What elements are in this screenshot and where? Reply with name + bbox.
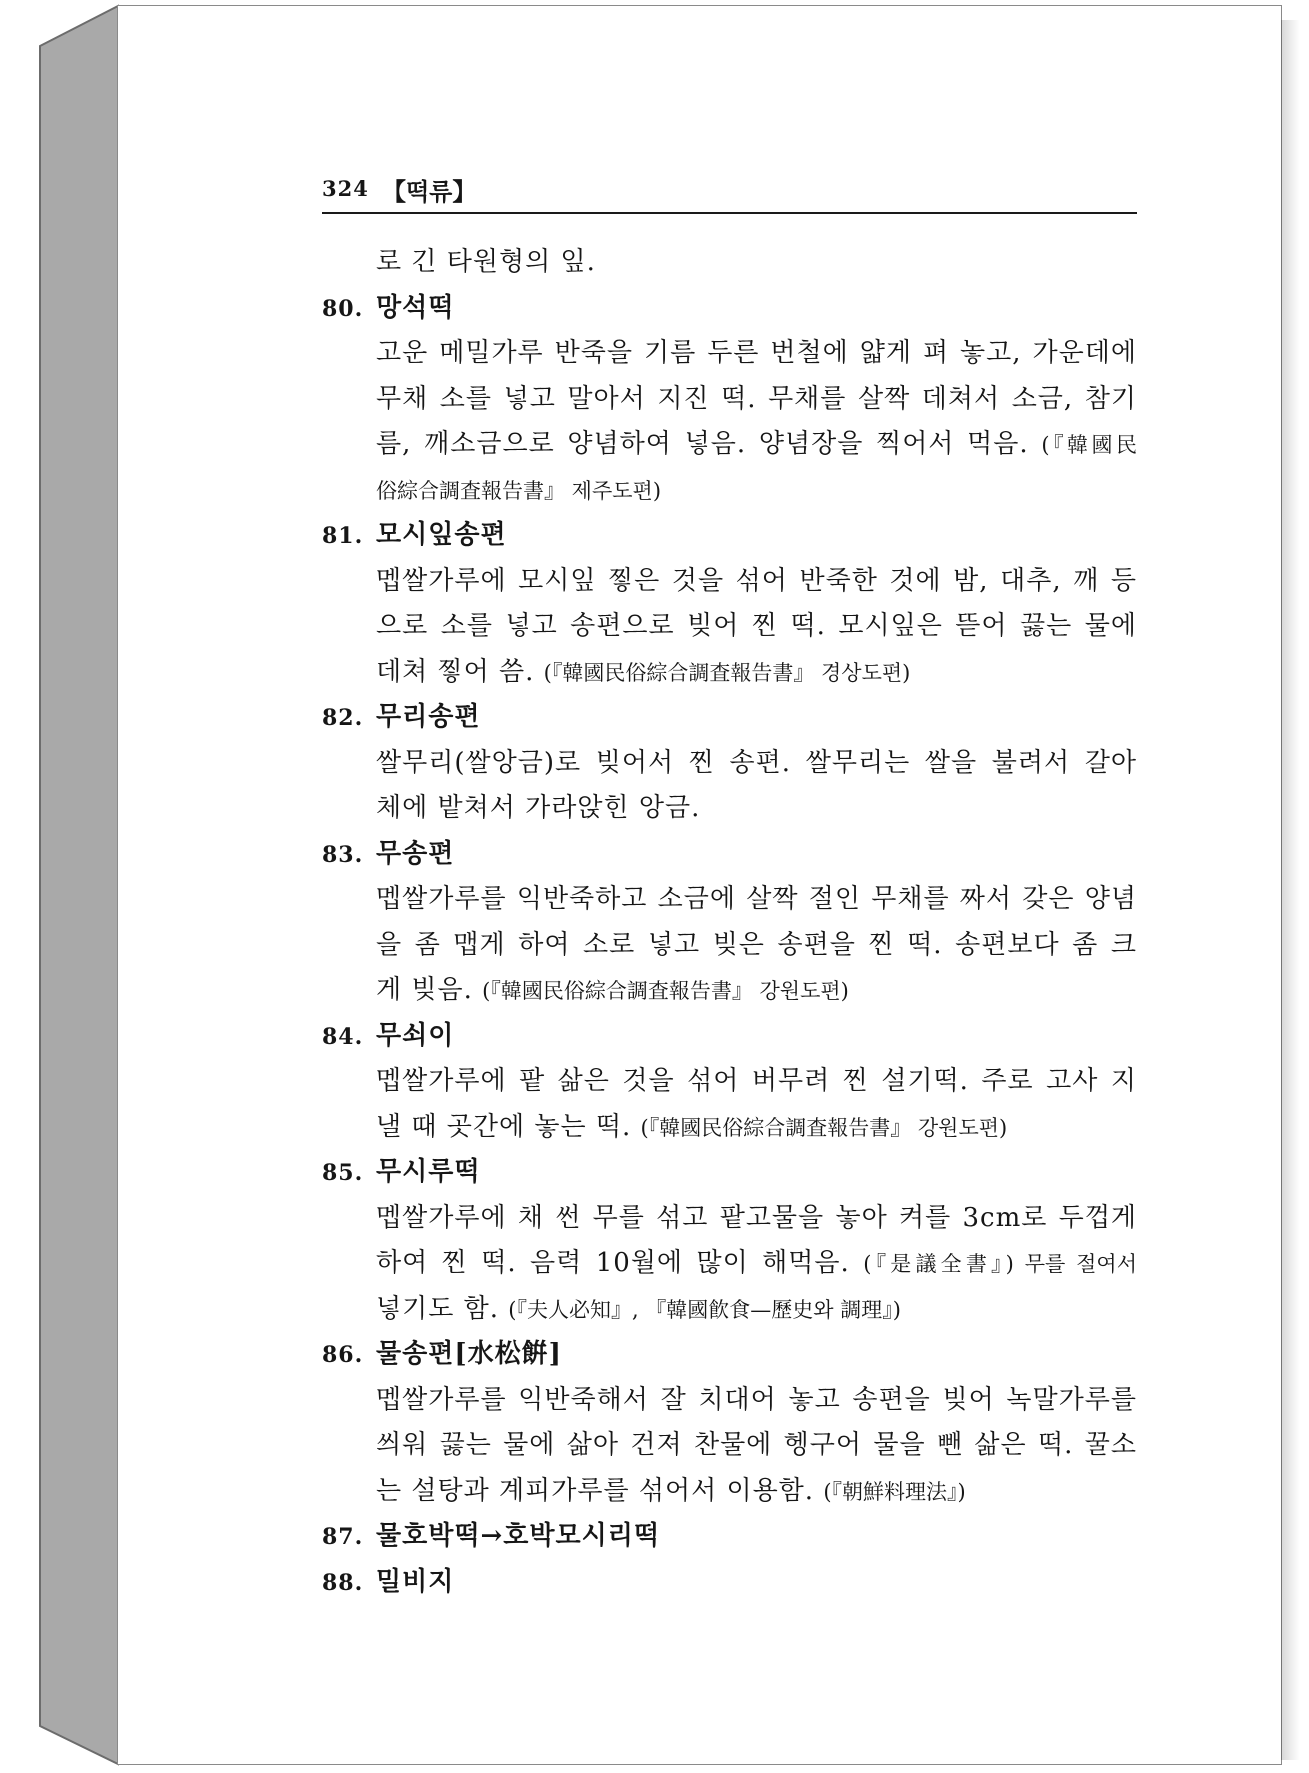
source-citation: (『朝鮮料理法』) bbox=[823, 1479, 966, 1504]
entry-heading bbox=[322, 1332, 1137, 1378]
running-header bbox=[322, 170, 1137, 214]
entry-number: 87. bbox=[322, 1524, 364, 1550]
body-text: 멥쌀가루에 채 썬 무를 섞고 팥고물을 놓아 켜를 3cm로 두껍게 bbox=[376, 1202, 1137, 1233]
entry-body-line bbox=[322, 1378, 1137, 1424]
entry-title: 무리송편 bbox=[376, 702, 481, 732]
entry-body-line bbox=[322, 877, 1137, 923]
section-title: 【떡류】 bbox=[382, 177, 477, 206]
body-text: 낼 때 곳간에 놓는 떡. bbox=[376, 1111, 632, 1142]
entry-number: 85. bbox=[322, 1160, 364, 1186]
entry-body-line bbox=[322, 1423, 1137, 1469]
source-citation: (『是議全書』) 무를 절여서 bbox=[863, 1252, 1137, 1276]
body-text: 멥쌀가루에 팥 삶은 것을 섞어 버무려 찐 설기떡. 주로 고사 지 bbox=[376, 1066, 1137, 1096]
entry-title: 물송편[水松餠] bbox=[376, 1339, 562, 1369]
entry-heading bbox=[322, 832, 1137, 878]
source-citation: (『韓國民俗綜合調査報告書』 강원도편) bbox=[640, 1115, 1008, 1140]
body-text: 무채 소를 넣고 말아서 지진 떡. 무채를 살짝 데쳐서 소금, 참기 bbox=[376, 383, 1137, 414]
entry-title: 망석떡 bbox=[376, 292, 455, 323]
source-citation: (『夫人必知』, 『韓國飮食—歷史와 調理』) bbox=[508, 1297, 901, 1322]
body-text: 하여 찐 떡. 음력 10월에 많이 해먹음. bbox=[376, 1248, 850, 1278]
body-text: 는 설탕과 계피가루를 섞어서 이용함. bbox=[376, 1475, 815, 1506]
body-text: 체에 밭쳐서 가라앉힌 앙금. bbox=[376, 793, 701, 823]
source-citation: 俗綜合調査報告書』 제주도편) bbox=[376, 478, 662, 503]
entry-title: 모시잎송편 bbox=[376, 520, 507, 550]
entry-heading bbox=[322, 286, 1137, 332]
entry-body-line bbox=[322, 604, 1137, 650]
body-text: 멥쌀가루를 익반죽하고 소금에 살짝 절인 무채를 짜서 갖은 양념 bbox=[376, 884, 1137, 914]
entry-heading bbox=[322, 1150, 1137, 1196]
entry-number: 82. bbox=[322, 705, 364, 731]
entry-body-line bbox=[322, 1196, 1137, 1242]
page-number: 324 bbox=[322, 176, 369, 201]
entry-number: 81. bbox=[322, 523, 364, 549]
entry-number: 80. bbox=[322, 295, 364, 322]
entry-heading bbox=[322, 695, 1137, 741]
entry-body-line bbox=[322, 1105, 1137, 1151]
entry-title: 무송편 bbox=[376, 838, 455, 869]
entry-body-line bbox=[322, 377, 1137, 423]
body-text: 름, 깨소금으로 양념하여 넣음. 양념장을 찍어서 먹음. bbox=[376, 429, 1029, 459]
entry-title: 무시루떡 bbox=[376, 1157, 481, 1187]
entry-heading bbox=[322, 1014, 1137, 1060]
entry-heading bbox=[322, 1560, 1137, 1606]
entry-body-line bbox=[322, 1287, 1137, 1333]
entry-body-line bbox=[322, 923, 1137, 969]
entry-body-line bbox=[322, 1241, 1137, 1287]
entry-heading bbox=[322, 513, 1137, 559]
entry-body-line bbox=[322, 559, 1137, 605]
body-text: 쌀무리(쌀앙금)로 빚어서 찐 송편. 쌀무리는 쌀을 불려서 갈아 bbox=[376, 747, 1137, 778]
body-text: 고운 메밀가루 반죽을 기름 두른 번철에 얇게 펴 놓고, 가운데에 bbox=[376, 338, 1137, 368]
body-text: 넣기도 함. bbox=[376, 1293, 499, 1324]
entry-number: 83. bbox=[322, 841, 364, 868]
entry-number: 88. bbox=[322, 1569, 364, 1596]
body-text: 씌워 끓는 물에 삶아 건져 찬물에 헹구어 물을 뺀 삶은 떡. 꿀소 bbox=[376, 1430, 1137, 1460]
body-text: 으로 소를 넣고 송편으로 빚어 찐 떡. 모시잎은 뜯어 끓는 물에 bbox=[376, 611, 1137, 641]
entry-heading bbox=[322, 1514, 1137, 1560]
entry-body-line bbox=[322, 1469, 1137, 1515]
body-text: 게 빚음. bbox=[376, 975, 473, 1005]
entry-body-line bbox=[322, 1059, 1137, 1105]
source-citation: (『韓國民 bbox=[1041, 433, 1138, 457]
entry-title: 밀비지 bbox=[376, 1566, 455, 1597]
entry-number: 84. bbox=[322, 1023, 364, 1050]
entry-body-line bbox=[322, 331, 1137, 377]
body-text: 멥쌀가루에 모시잎 찧은 것을 섞어 반죽한 것에 밤, 대추, 깨 등 bbox=[376, 565, 1137, 596]
source-citation: (『韓國民俗綜合調査報告書』 경상도편) bbox=[543, 660, 911, 685]
entry-body-line bbox=[322, 968, 1137, 1014]
entry-title: 물호박떡→호박모시리떡 bbox=[376, 1521, 660, 1551]
body-text: 멥쌀가루를 익반죽해서 잘 치대어 놓고 송편을 빚어 녹말가루를 bbox=[376, 1384, 1137, 1415]
page-edge-shadow bbox=[1278, 20, 1300, 1760]
entry-body-line bbox=[322, 422, 1137, 468]
entry-body-line bbox=[322, 786, 1137, 832]
entry-body-line bbox=[322, 650, 1137, 696]
entry-body-line bbox=[322, 741, 1137, 787]
source-citation: (『韓國民俗綜合調査報告書』 강원도편) bbox=[482, 979, 849, 1003]
entry-body-line bbox=[322, 468, 1137, 514]
entry-number: 86. bbox=[322, 1342, 364, 1368]
body-text: 데쳐 찧어 씀. bbox=[376, 656, 535, 687]
dictionary-entries bbox=[322, 240, 1137, 1605]
body-text: 을 좀 맵게 하여 소로 넣고 빚은 송편을 찐 떡. 송편보다 좀 크 bbox=[376, 929, 1137, 960]
entry-body-line bbox=[322, 240, 1137, 286]
entry-title: 무쇠이 bbox=[376, 1020, 455, 1051]
body-text: 로 긴 타원형의 잎. bbox=[376, 247, 596, 277]
